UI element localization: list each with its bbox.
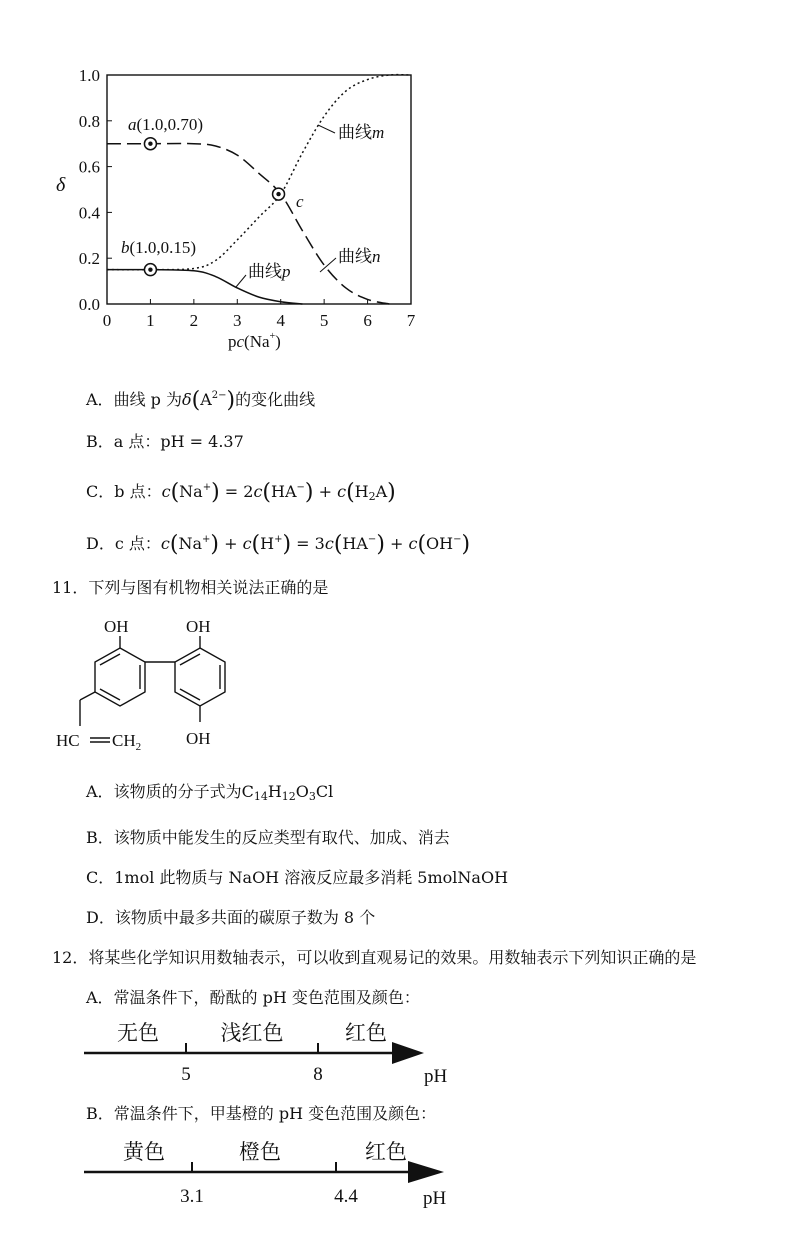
tick-5: 5: [181, 1064, 191, 1085]
x-label-close: ): [275, 332, 281, 351]
vinyl-hc: HC: [56, 731, 80, 750]
point-b-dot: [148, 267, 152, 271]
x-tick-label: 5: [319, 311, 329, 330]
axis-ph: pH: [424, 1066, 448, 1087]
x-tick-label: 1: [146, 311, 155, 330]
q11-stem: 11．下列与图有机物相关说法正确的是: [52, 578, 329, 597]
color-orange: 橙色: [239, 1140, 281, 1164]
color-red: 红色: [345, 1021, 387, 1045]
x-label-c: c: [236, 332, 245, 351]
q11-option-a: A．该物质的分子式为$C_{14}H_{12}O_3Cl$: [86, 782, 334, 803]
x-tick-label: 3: [233, 311, 242, 330]
q11-option-d: D．该物质中最多共面的碳原子数为 8 个: [86, 908, 376, 927]
axis-arrow: [392, 1042, 424, 1064]
tick-3-1: 3.1: [180, 1186, 204, 1207]
color-light-red: 浅红色: [220, 1021, 284, 1045]
y-tick-label: 0.4: [78, 203, 100, 223]
oh-left-top: OH: [104, 617, 129, 636]
y-tick-label: 0.6: [78, 157, 100, 177]
oh-right-bottom: OH: [186, 729, 211, 748]
q12-option-b: B．常温条件下，甲基橙的 pH 变色范围及颜色：: [86, 1104, 437, 1123]
q10-option-c: C．b 点：$c(Na^+) = 2c(HA^-) + c(H_2A)$: [86, 480, 396, 505]
point-b-label: b(1.0,0.15): [121, 238, 197, 257]
y-tick-label: 0.8: [78, 111, 100, 131]
q11-option-c: C．1mol 此物质与 NaOH 溶液反应最多消耗 5molNaOH: [86, 868, 509, 887]
q10-option-d: D．c 点：c(Na+) + c(H+) = 3c(HA−) + c(OH−): [86, 532, 471, 557]
x-tick-label: 6: [363, 311, 372, 330]
x-label-sup: +: [269, 331, 276, 342]
color-red: 红色: [365, 1140, 407, 1164]
y-tick-label: 1.0: [78, 66, 100, 85]
phenolphthalein-number-line: [80, 1015, 480, 1090]
x-tick-label: 0: [102, 311, 112, 330]
axis-ph: pH: [423, 1188, 447, 1209]
oh-right-top: OH: [186, 617, 211, 636]
point-a-dot: [148, 142, 152, 146]
curve-p-label: 曲线p: [248, 262, 291, 281]
q12-option-a: A．常温条件下，酚酞的 pH 变色范围及颜色：: [86, 988, 420, 1007]
y-tick-label: 0.0: [78, 295, 100, 314]
curve-n-label: 曲线n: [338, 247, 381, 266]
q12-stem: 12．将某些化学知识用数轴表示，可以收到直观易记的效果。用数轴表示下列知识正确的是: [52, 948, 697, 967]
methyl-orange-number-line: [80, 1132, 480, 1212]
curve-p-leader: [236, 275, 246, 287]
q11-option-b: B．该物质中能发生的反应类型有取代、加成、消去: [86, 828, 450, 847]
q10-option-b: B．a 点：pH = 4.37: [86, 432, 244, 451]
x-label-na: (Na: [244, 332, 270, 351]
speciation-chart: [0, 0, 440, 360]
curve-m-leader: [318, 125, 335, 133]
y-tick-label: 0.2: [78, 249, 100, 269]
x-tick-label: 7: [406, 311, 416, 330]
axis-arrow: [408, 1161, 444, 1183]
point-c-label: c: [296, 192, 304, 211]
x-label-p: p: [228, 332, 237, 351]
point-c-dot: [276, 192, 280, 196]
q10-option-a: A．曲线 p 为$\delta(A^{2-})$的变化曲线: [86, 388, 316, 413]
color-colorless: 无色: [117, 1021, 159, 1045]
right-benzene-ring: [175, 648, 225, 706]
x-tick-label: 4: [276, 311, 285, 330]
color-yellow: 黄色: [123, 1140, 165, 1164]
tick-4-4: 4.4: [334, 1186, 358, 1207]
y-axis-label: δ: [56, 174, 66, 196]
vinyl-ch2: $CH_2$: [112, 731, 142, 753]
left-benzene-ring: [95, 648, 145, 706]
curve-m-label: 曲线m: [338, 123, 385, 142]
tick-8: 8: [313, 1064, 323, 1085]
x-tick-label: 2: [189, 311, 199, 330]
biphenyl-structure: [40, 610, 280, 760]
point-a-label: a(1.0,0.70): [128, 115, 204, 134]
x-axis-label: [228, 331, 281, 351]
